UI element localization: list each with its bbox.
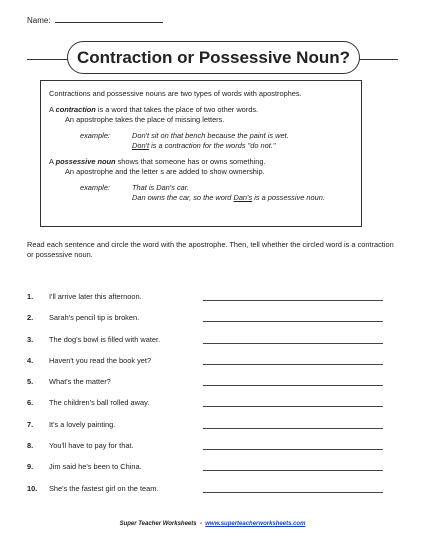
question-number: 2.: [27, 313, 34, 323]
answer-line[interactable]: [203, 385, 383, 386]
answer-line[interactable]: [203, 364, 383, 365]
question-row: [27, 313, 399, 334]
question-row: [27, 398, 399, 419]
question-sentence: It's a lovely painting.: [49, 419, 116, 429]
worksheet-title: Contraction or Possessive Noun?: [67, 41, 360, 74]
example-label: example:: [80, 131, 110, 140]
info-intro: Contractions and possessive nouns are two types of words with apostrophes.: [49, 89, 302, 98]
question-row: [27, 441, 399, 462]
footer-link[interactable]: www.superteacherworksheets.com: [205, 521, 306, 527]
question-number: 3.: [27, 334, 34, 344]
contraction-definition: A contraction is a word that takes the place of two other words.: [49, 105, 259, 114]
question-sentence: Sarah's pencil tip is broken.: [49, 313, 140, 323]
name-label: Name:: [27, 16, 51, 25]
question-row: [27, 484, 399, 505]
question-sentence: The dog's bowl is filled with water.: [49, 334, 161, 344]
question-row: [27, 356, 399, 377]
answer-line[interactable]: [203, 470, 383, 471]
question-number: 4.: [27, 355, 34, 365]
question-row: [27, 462, 399, 483]
name-blank-line[interactable]: [55, 15, 163, 23]
question-sentence: She's the fastest girl on the team.: [49, 483, 159, 493]
question-number: 5.: [27, 377, 34, 387]
question-row: [27, 335, 399, 356]
question-row: [27, 292, 399, 313]
question-number: 8.: [27, 441, 34, 451]
instructions: Read each sentence and circle the word with the apostrophe. Then, tell whether the circled word is a contraction or possessive noun.: [27, 240, 394, 259]
answer-line[interactable]: [203, 492, 383, 493]
answer-line[interactable]: [203, 449, 383, 450]
footer-brand: Super Teacher Worksheets: [119, 521, 197, 527]
question-row: [27, 377, 399, 398]
question-number: 1.: [27, 292, 34, 301]
question-number: 6.: [27, 398, 34, 408]
contraction-term: contraction: [55, 105, 96, 114]
question-number: 9.: [27, 462, 34, 472]
possessive-example: example: That is Dan's car. Dan owns the car, so the word Dan's is a possessive noun.: [49, 183, 351, 203]
question-number: 7.: [27, 419, 34, 429]
possessive-note: An apostrophe and the letter s are added to show ownership.: [65, 167, 265, 176]
contraction-note: An apostrophe takes the place of missing letters.: [65, 115, 225, 124]
answer-line[interactable]: [203, 343, 383, 344]
answer-line[interactable]: [203, 428, 383, 429]
question-sentence: You'll have to pay for that.: [49, 441, 134, 451]
question-sentence: What's the matter?: [49, 377, 111, 387]
question-row: [27, 420, 399, 441]
example-label: example:: [80, 183, 110, 192]
possessive-example-sentence: That is Dan's car.: [132, 183, 189, 192]
info-box: [40, 80, 362, 227]
question-sentence: Jim said he's been to China.: [49, 462, 142, 472]
question-number: 10.: [27, 483, 38, 493]
possessive-definition: A possessive noun shows that someone has or owns something.: [49, 157, 266, 166]
possessive-example-word: Dan's: [233, 193, 253, 202]
answer-line[interactable]: [203, 300, 383, 301]
question-sentence: The children's ball rolled away.: [49, 398, 150, 408]
contraction-example: example: Don't sit on that bench because the paint is wet. Don't is a contraction for the words "do not.": [49, 131, 351, 151]
question-sentence: I'll arrive later this afternoon.: [49, 292, 142, 301]
possessive-term: possessive noun: [55, 157, 116, 166]
question-sentence: Haven't you read the book yet?: [49, 355, 152, 365]
question-list: [27, 292, 399, 505]
contraction-example-word: Don't: [132, 141, 150, 150]
answer-line[interactable]: [203, 406, 383, 407]
name-field-row: [27, 15, 163, 25]
footer: Super Teacher Worksheets - www.superteacherworksheets.com: [119, 521, 306, 527]
contraction-example-sentence: Don't sit on that bench because the paint is wet.: [132, 131, 289, 140]
answer-line[interactable]: [203, 321, 383, 322]
